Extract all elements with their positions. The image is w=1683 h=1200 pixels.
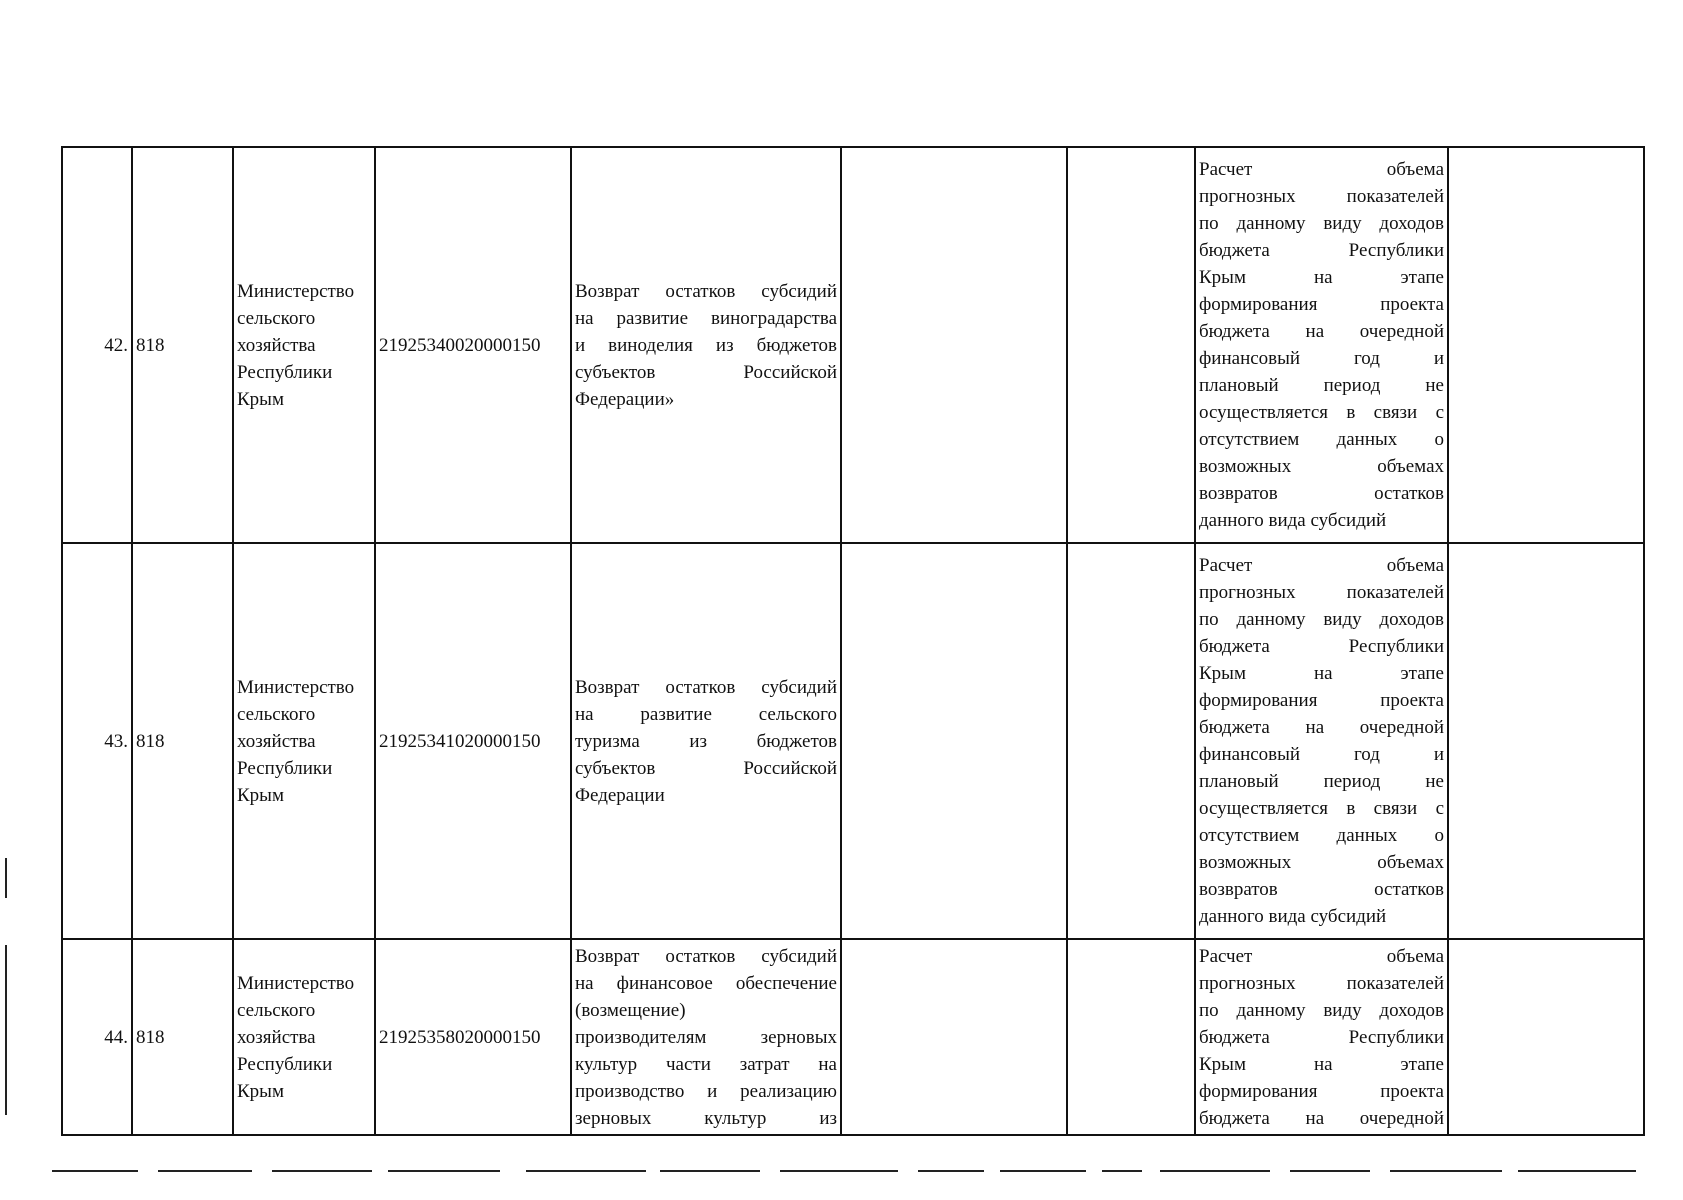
note-line: отсутствием данных о	[1199, 825, 1444, 846]
row-number: 43.	[62, 543, 132, 939]
revenue-description	[571, 939, 841, 1135]
desc-line: Федерации	[575, 784, 665, 806]
revenue-description	[571, 543, 841, 939]
org-line: хозяйства	[237, 1026, 316, 1048]
note-line: бюджета Республики	[1199, 1026, 1444, 1048]
note-line: формирования проекта	[1199, 1080, 1444, 1102]
note-line: возвратов остатков	[1199, 483, 1444, 504]
note-line: возвратов остатков	[1199, 879, 1444, 900]
note-line: Расчет объема	[1199, 555, 1444, 576]
desc-line: субъектов Российской	[575, 757, 837, 779]
desc-line: на развитие сельского	[575, 703, 837, 725]
note-line: Расчет объема	[1199, 945, 1444, 967]
note-line: бюджета Республики	[1199, 240, 1444, 261]
org-line: Крым	[237, 784, 284, 806]
org-line: Республики	[237, 757, 333, 779]
note-line: возможных объемах	[1199, 852, 1444, 873]
empty-cell	[1448, 147, 1644, 543]
scan-footer-dash	[1390, 1170, 1502, 1172]
desc-line: субъектов Российской	[575, 361, 837, 383]
scan-footer-dash	[1102, 1170, 1142, 1172]
budget-classification-code: 21925358020000150	[375, 939, 571, 1135]
desc-line: на финансовое обеспечение	[575, 972, 837, 994]
scan-footer-dash	[780, 1170, 898, 1172]
note-line: данного вида субсидий	[1199, 510, 1387, 531]
scan-footer-dash	[526, 1170, 646, 1172]
desc-line: туризма из бюджетов	[575, 730, 837, 752]
org-line: Крым	[237, 1080, 284, 1102]
empty-cell	[841, 147, 1067, 543]
note-line: Расчет объема	[1199, 159, 1444, 180]
org-line: сельского	[237, 703, 316, 725]
scan-footer-dash	[1000, 1170, 1086, 1172]
budget-classification-code: 21925341020000150	[375, 543, 571, 939]
note-line: формирования проекта	[1199, 294, 1444, 315]
note-line: Крым на этапе	[1199, 267, 1444, 288]
note-line: прогнозных показателей	[1199, 972, 1444, 994]
note-line: отсутствием данных о	[1199, 429, 1444, 450]
desc-line: производителям зерновых	[575, 1026, 837, 1048]
organization-name	[233, 543, 375, 939]
desc-line: (возмещение)	[575, 999, 686, 1021]
table-row	[62, 939, 1644, 1135]
org-line: Министерство	[237, 676, 355, 698]
scan-footer-dash	[52, 1170, 138, 1172]
note-line: формирования проекта	[1199, 690, 1444, 711]
scan-footer-dash	[1518, 1170, 1636, 1172]
org-line: Крым	[237, 388, 284, 410]
empty-cell	[841, 939, 1067, 1135]
revenue-table	[61, 146, 1645, 1136]
scan-footer-dash	[158, 1170, 252, 1172]
admin-code: 818	[132, 939, 233, 1135]
org-line: хозяйства	[237, 334, 316, 356]
row-number: 44.	[62, 939, 132, 1135]
desc-line: Возврат остатков субсидий	[575, 945, 837, 967]
row-number: 42.	[62, 147, 132, 543]
note-line: финансовый год и	[1199, 744, 1444, 765]
empty-cell	[841, 543, 1067, 939]
org-line: хозяйства	[237, 730, 316, 752]
table-row	[62, 147, 1644, 543]
empty-cell	[1067, 543, 1195, 939]
note-line: Крым на этапе	[1199, 1053, 1444, 1075]
desc-line: Федерации»	[575, 388, 675, 410]
admin-code: 818	[132, 147, 233, 543]
org-line: Министерство	[237, 280, 355, 302]
org-line: Республики	[237, 361, 333, 383]
scan-margin-mark	[5, 945, 7, 1115]
note-line: осуществляется в связи с	[1199, 798, 1444, 819]
note-line: плановый период не	[1199, 375, 1444, 396]
scan-footer-dash	[1290, 1170, 1370, 1172]
empty-cell	[1067, 147, 1195, 543]
scan-footer-dash	[272, 1170, 372, 1172]
admin-code: 818	[132, 543, 233, 939]
note-line: Крым на этапе	[1199, 663, 1444, 684]
note-line: по данному виду доходов	[1199, 609, 1444, 630]
note-line: финансовый год и	[1199, 348, 1444, 369]
calculation-note	[1195, 939, 1448, 1135]
organization-name	[233, 939, 375, 1135]
scan-footer-dash	[1160, 1170, 1270, 1172]
note-line: бюджета на очередной	[1199, 321, 1444, 342]
org-line: сельского	[237, 999, 316, 1021]
note-line: бюджета на очередной	[1199, 1107, 1444, 1129]
desc-line: культур части затрат на	[575, 1053, 837, 1075]
note-line: бюджета Республики	[1199, 636, 1444, 657]
organization-name	[233, 147, 375, 543]
note-line: по данному виду доходов	[1199, 213, 1444, 234]
calculation-note	[1195, 543, 1448, 939]
note-line: прогнозных показателей	[1199, 582, 1444, 603]
revenue-description	[571, 147, 841, 543]
table-row	[62, 543, 1644, 939]
scan-margin-mark	[5, 858, 7, 898]
empty-cell	[1448, 543, 1644, 939]
desc-line: зерновых культур из	[575, 1107, 837, 1129]
desc-line: производство и реализацию	[575, 1080, 837, 1102]
note-line: бюджета на очередной	[1199, 717, 1444, 738]
note-line: данного вида субсидий	[1199, 906, 1387, 927]
org-line: Министерство	[237, 972, 355, 994]
desc-line: и виноделия из бюджетов	[575, 334, 837, 356]
empty-cell	[1448, 939, 1644, 1135]
org-line: Республики	[237, 1053, 333, 1075]
note-line: по данному виду доходов	[1199, 999, 1444, 1021]
budget-classification-code: 21925340020000150	[375, 147, 571, 543]
scan-footer-dash	[918, 1170, 984, 1172]
note-line: плановый период не	[1199, 771, 1444, 792]
calculation-note	[1195, 147, 1448, 543]
desc-line: Возврат остатков субсидий	[575, 676, 837, 698]
scan-footer-dash	[388, 1170, 500, 1172]
scan-footer-dash	[660, 1170, 760, 1172]
note-line: осуществляется в связи с	[1199, 402, 1444, 423]
desc-line: Возврат остатков субсидий	[575, 280, 837, 302]
org-line: сельского	[237, 307, 316, 329]
note-line: возможных объемах	[1199, 456, 1444, 477]
desc-line: на развитие виноградарства	[575, 307, 837, 329]
note-line: прогнозных показателей	[1199, 186, 1444, 207]
empty-cell	[1067, 939, 1195, 1135]
